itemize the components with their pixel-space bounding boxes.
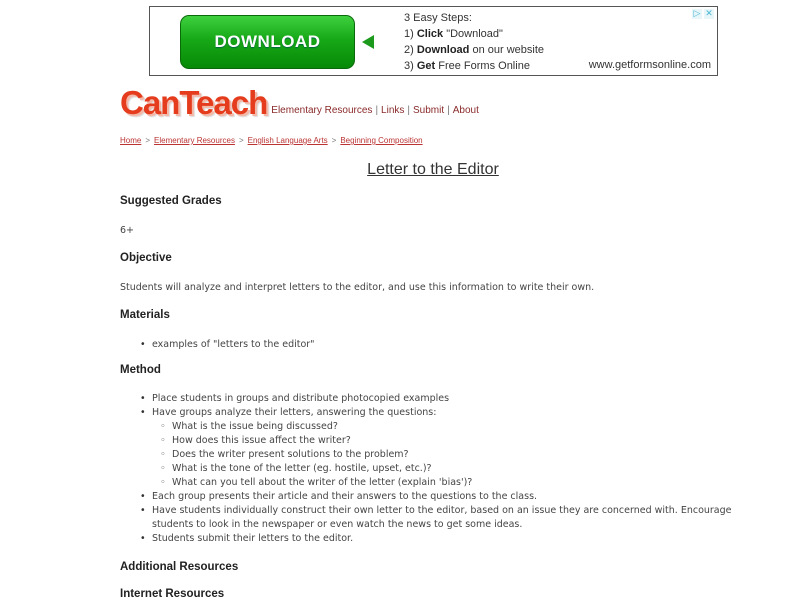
- top-nav: Elementary Resources | Links | Submit | About: [271, 105, 479, 116]
- method-sublist: [140, 420, 740, 490]
- ad-step-3: 3) Get Free Forms Online: [404, 60, 530, 72]
- heading-objective: Objective: [120, 252, 172, 264]
- close-icon[interactable]: ✕: [705, 9, 713, 19]
- heading-materials: Materials: [120, 309, 170, 321]
- materials-list: [140, 338, 315, 352]
- ad-step-2: 2) Download on our website: [404, 44, 545, 56]
- method-list: [140, 392, 740, 546]
- ad-arrow-icon: [362, 35, 374, 49]
- adchoices-icon[interactable]: ▷: [693, 9, 701, 19]
- objective-text: Students will analyze and interpret letters to the editor, and use this information to write their own.: [120, 282, 595, 293]
- list-item: ◦ What is the tone of the letter (eg. hostile, upset, etc.)?: [160, 462, 740, 476]
- ad-steps-title: 3 Easy Steps:: [404, 12, 472, 24]
- nav-link-submit[interactable]: Submit: [413, 105, 445, 116]
- nav-link-links[interactable]: Links: [381, 105, 405, 116]
- breadcrumb-home[interactable]: Home: [120, 136, 142, 145]
- list-item: • Students submit their letters to the editor.: [140, 532, 740, 546]
- heading-additional-resources: Additional Resources: [120, 561, 239, 573]
- nav-link-elementary-resources[interactable]: Elementary Resources: [271, 105, 373, 116]
- page-title: Letter to the Editor: [367, 161, 499, 178]
- list-item: • Have students individually construct their own letter to the editor, based on an issue they are concerned with. Encourage students to look in the newspaper or even watch the news to get some ideas.: [140, 504, 740, 532]
- list-item: • Have groups analyze their letters, answering the questions:: [140, 406, 740, 420]
- breadcrumb-beginning-composition[interactable]: Beginning Composition: [340, 136, 423, 145]
- ad-download-button[interactable]: DOWNLOAD: [180, 15, 355, 69]
- advertisement-banner[interactable]: [149, 6, 718, 76]
- list-item: • Each group presents their article and their answers to the questions to the class.: [140, 490, 740, 504]
- breadcrumb-english-language-arts[interactable]: English Language Arts: [247, 136, 328, 145]
- heading-method: Method: [120, 364, 161, 376]
- ad-url[interactable]: www.getformsonline.com: [588, 59, 711, 71]
- grades-value: 6+: [120, 225, 135, 236]
- list-item: • examples of "letters to the editor": [140, 338, 315, 352]
- list-item: ◦ What can you tell about the writer of the letter (explain 'bias')?: [160, 476, 740, 490]
- heading-internet-resources: Internet Resources: [120, 588, 225, 600]
- list-item: • Place students in groups and distribute photocopied examples: [140, 392, 740, 406]
- nav-link-about[interactable]: About: [452, 105, 479, 116]
- list-item: ◦ Does the writer present solutions to the problem?: [160, 448, 740, 462]
- ad-controls: [692, 9, 714, 19]
- list-item: ◦ How does this issue affect the writer?: [160, 434, 740, 448]
- site-header: [120, 86, 479, 120]
- breadcrumb: Home > Elementary Resources > English Language Arts > Beginning Composition: [120, 136, 423, 145]
- list-item: ◦ What is the issue being discussed?: [160, 420, 740, 434]
- ad-steps: [404, 10, 544, 74]
- site-logo[interactable]: CanTeach: [120, 84, 268, 121]
- breadcrumb-elementary-resources[interactable]: Elementary Resources: [154, 136, 235, 145]
- ad-step-1: 1) Click "Download": [404, 28, 503, 40]
- heading-suggested-grades: Suggested Grades: [120, 195, 222, 207]
